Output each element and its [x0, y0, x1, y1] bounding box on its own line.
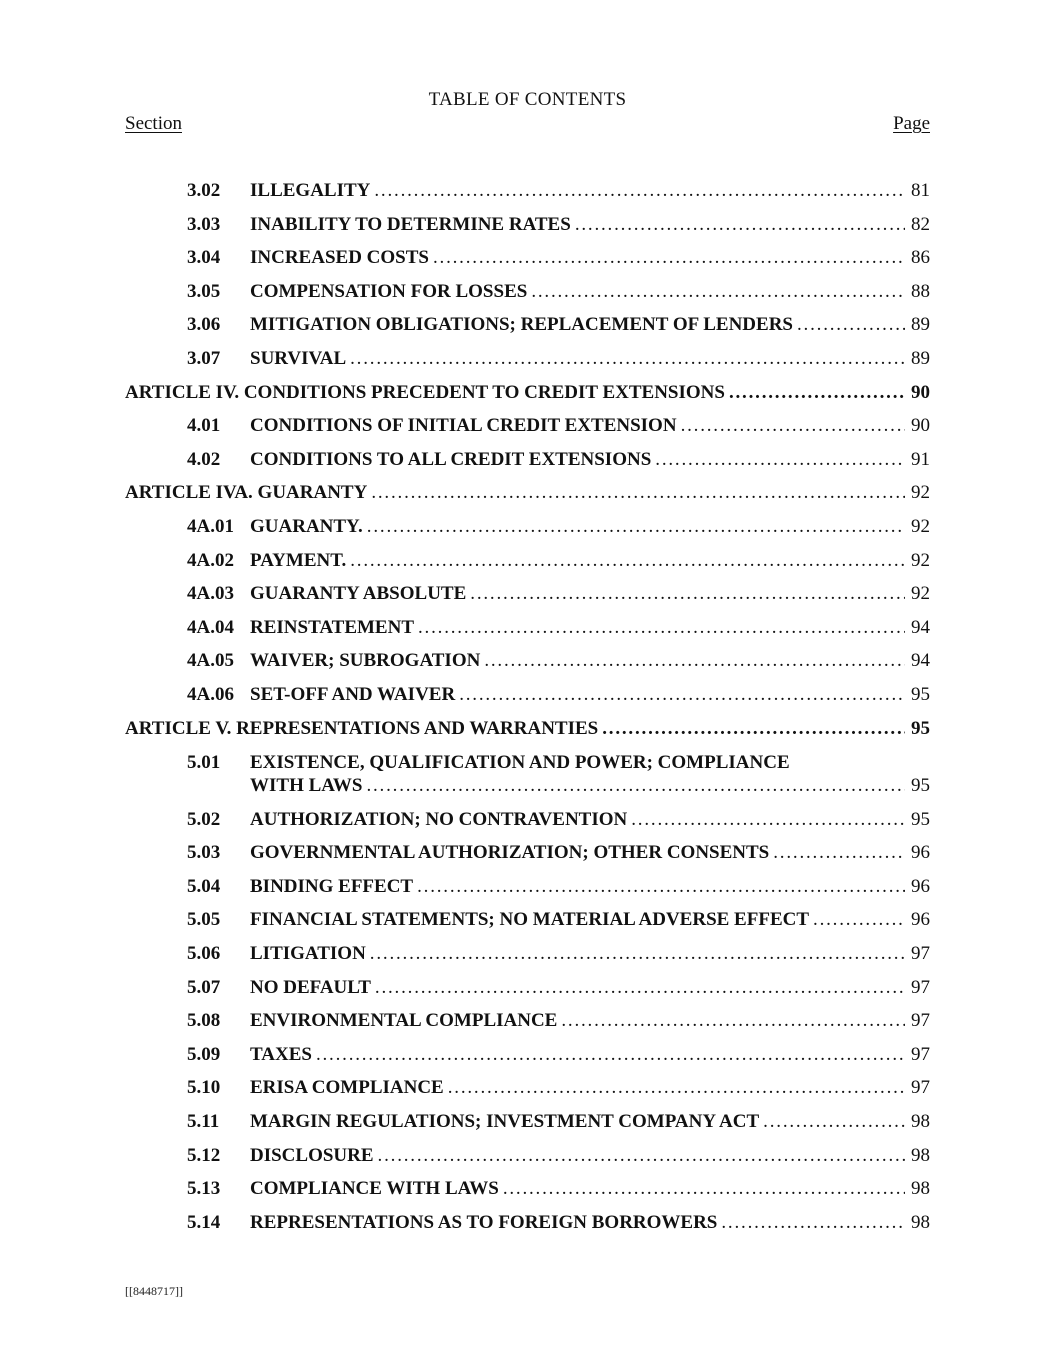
toc-entry-number: 4A.01: [187, 515, 234, 537]
toc-row: [125, 583, 930, 605]
toc-entry-number: 3.06: [187, 314, 221, 336]
dot-leader: [363, 516, 905, 538]
toc-entry-page: 92: [911, 549, 930, 571]
toc-entry-number: 5.03: [187, 842, 221, 864]
toc-entry-number: 3.05: [187, 280, 221, 302]
toc-entry-number: 5.06: [187, 943, 221, 965]
toc-entry-title: ERISA COMPLIANCE: [250, 1077, 444, 1099]
toc-row: [125, 751, 930, 797]
dot-leader: [677, 415, 905, 437]
dot-leader: [370, 180, 905, 202]
toc-entry-title: COMPENSATION FOR LOSSES: [250, 280, 528, 302]
dot-leader: [413, 876, 905, 898]
toc-entry-page: 95: [911, 717, 930, 739]
toc-row: [125, 1212, 930, 1234]
dot-leader: [466, 583, 905, 605]
toc-entry-page: 97: [911, 943, 930, 965]
toc-entry-number: 5.10: [187, 1077, 221, 1099]
toc-entry-number: 5.05: [187, 909, 221, 931]
toc-entry-page: 97: [911, 976, 930, 998]
toc-row: [125, 516, 930, 538]
toc-row: [125, 650, 930, 672]
toc-entry-page: 92: [911, 482, 930, 504]
toc-entry-title: REINSTATEMENT: [250, 616, 414, 638]
toc-entry-number: 5.11: [187, 1111, 220, 1133]
toc-entry-title: WAIVER; SUBROGATION: [250, 650, 481, 672]
toc-entry-title: MARGIN REGULATIONS; INVESTMENT COMPANY ACT: [250, 1111, 760, 1133]
toc-entry-page: 95: [911, 775, 930, 797]
toc-entry-page: 96: [911, 842, 930, 864]
dot-leader: [444, 1077, 905, 1099]
toc-entry-title: EXISTENCE, QUALIFICATION AND POWER; COMPLIANCE: [250, 752, 790, 774]
toc-entry-title: GUARANTY ABSOLUTE: [250, 583, 467, 605]
toc-row: [125, 617, 930, 639]
toc-entry-title: LITIGATION: [250, 943, 366, 965]
toc-entry-title: COMPLIANCE WITH LAWS: [250, 1178, 499, 1200]
toc-entry-number: 5.07: [187, 976, 221, 998]
dot-leader: [499, 1178, 905, 1200]
toc-row: [125, 449, 930, 471]
toc-row: [125, 214, 930, 236]
toc-row: [125, 1077, 930, 1099]
toc-row-line1: [125, 751, 930, 774]
toc-entry-title: ENVIRONMENTAL COMPLIANCE: [250, 1010, 558, 1032]
toc-row-line2: [125, 774, 930, 797]
toc-entry-page: 91: [911, 448, 930, 470]
toc-article-row: [125, 718, 930, 740]
toc-row: [125, 1178, 930, 1200]
toc-row: [125, 842, 930, 864]
dot-leader: [651, 449, 905, 471]
column-headers: [125, 112, 930, 136]
toc-row: [125, 809, 930, 831]
dot-leader: [367, 482, 905, 504]
toc-entry-title: FINANCIAL STATEMENTS; NO MATERIAL ADVERSE EFFECT: [250, 909, 810, 931]
toc-article-row: [125, 482, 930, 504]
toc-entry-number: 5.14: [187, 1211, 221, 1233]
dot-leader: [725, 382, 905, 404]
toc-entry-page: 98: [911, 1111, 930, 1133]
toc-entry-title: PAYMENT.: [250, 549, 347, 571]
toc-entry-number: 5.02: [187, 808, 221, 830]
dot-leader: [371, 977, 905, 999]
toc-entry-page: 97: [911, 1010, 930, 1032]
dot-leader: [793, 314, 905, 336]
page-column-header: Page: [893, 113, 930, 134]
toc-row: [125, 1111, 930, 1133]
toc-entry-title-continued: WITH LAWS: [250, 775, 363, 797]
dot-leader: [627, 809, 905, 831]
toc-entry-title: GOVERNMENTAL AUTHORIZATION; OTHER CONSENTS: [250, 842, 770, 864]
toc-entry-page: 98: [911, 1178, 930, 1200]
toc-row: [125, 550, 930, 572]
toc-entry-number: 5.09: [187, 1043, 221, 1065]
toc-entry-page: 90: [911, 415, 930, 437]
toc-entry-number: 5.04: [187, 875, 221, 897]
toc-entry-title: DISCLOSURE: [250, 1144, 374, 1166]
toc-entry-number: 3.03: [187, 213, 221, 235]
toc-row: [125, 247, 930, 269]
toc-entry-page: 92: [911, 515, 930, 537]
dot-leader: [346, 550, 905, 572]
toc-entry-page: 96: [911, 875, 930, 897]
toc-entry-title: ARTICLE IVA. GUARANTY: [125, 482, 368, 504]
toc-row: [125, 1010, 930, 1032]
toc-entry-title: INABILITY TO DETERMINE RATES: [250, 213, 571, 235]
toc-entry-number: 4.01: [187, 415, 221, 437]
toc-entry-number: 4A.04: [187, 616, 234, 638]
toc-row: [125, 348, 930, 370]
toc-entry-page: 94: [911, 616, 930, 638]
toc-entry-title: BINDING EFFECT: [250, 875, 414, 897]
dot-leader: [312, 1044, 905, 1066]
toc-entry-title: SURVIVAL: [250, 347, 347, 369]
toc-entry-number: 4.02: [187, 448, 221, 470]
toc-entry-number: 3.07: [187, 347, 221, 369]
toc-entry-title: ARTICLE V. REPRESENTATIONS AND WARRANTIES: [125, 717, 599, 739]
toc-entry-page: 86: [911, 247, 930, 269]
page-title: TABLE OF CONTENTS: [428, 89, 627, 110]
toc-entry-number: 4A.03: [187, 583, 234, 605]
toc-row: [125, 1044, 930, 1066]
dot-leader: [346, 348, 905, 370]
toc-entry-page: 89: [911, 314, 930, 336]
dot-leader: [571, 214, 905, 236]
toc-entry-title: MITIGATION OBLIGATIONS; REPLACEMENT OF LENDERS: [250, 314, 793, 336]
dot-leader: [717, 1212, 905, 1234]
toc-entry-title: ILLEGALITY: [250, 180, 371, 201]
toc-entry-number: 3.04: [187, 247, 221, 269]
toc-row: [125, 909, 930, 931]
toc-row: [125, 684, 930, 706]
toc-entry-title: CONDITIONS TO ALL CREDIT EXTENSIONS: [250, 448, 652, 470]
toc-entry-number: 4A.06: [187, 683, 234, 705]
toc-entry-title: CONDITIONS OF INITIAL CREDIT EXTENSION: [250, 415, 677, 437]
toc-entry-number: 5.13: [187, 1178, 221, 1200]
toc-list: [125, 180, 930, 1234]
dot-leader: [429, 247, 905, 269]
toc-entry-number: 4A.02: [187, 549, 234, 571]
dot-leader: [557, 1010, 905, 1032]
toc-entry-page: 98: [911, 1144, 930, 1166]
section-column-header: Section: [125, 113, 182, 134]
toc-entry-title: NO DEFAULT: [250, 976, 371, 998]
toc-entry-title: SET-OFF AND WAIVER: [250, 683, 456, 705]
dot-leader: [362, 774, 905, 797]
toc-row: [125, 977, 930, 999]
dot-leader: [769, 842, 905, 864]
toc-entry-page: 94: [911, 650, 930, 672]
toc-entry-number: 5.08: [187, 1010, 221, 1032]
toc-entry-title: TAXES: [250, 1043, 312, 1065]
toc-row: [125, 1145, 930, 1167]
toc-entry-page: 90: [911, 381, 930, 403]
toc-entry-number: 3.02: [187, 180, 221, 201]
dot-leader: [366, 943, 905, 965]
toc-entry-title: INCREASED COSTS: [250, 247, 429, 269]
toc-entry-page: 95: [911, 808, 930, 830]
toc-entry-title: ARTICLE IV. CONDITIONS PRECEDENT TO CREDIT EXTENSIONS: [125, 381, 725, 403]
toc-entry-number: 5.12: [187, 1144, 221, 1166]
dot-leader: [809, 909, 905, 931]
toc-entry-page: 97: [911, 1043, 930, 1065]
toc-entry-title: AUTHORIZATION; NO CONTRAVENTION: [250, 808, 628, 830]
toc-entry-page: 97: [911, 1077, 930, 1099]
toc-row: [125, 415, 930, 437]
dot-leader: [374, 1145, 905, 1167]
toc-article-row: [125, 382, 930, 404]
document-id-footer: [[8448717]]: [125, 1284, 183, 1298]
dot-leader: [598, 718, 905, 740]
toc-entry-page: 81: [911, 180, 930, 201]
toc-entry-page: 82: [911, 213, 930, 235]
toc-row: [125, 180, 930, 202]
toc-entry-page: 95: [911, 683, 930, 705]
dot-leader: [414, 617, 905, 639]
dot-leader: [527, 281, 905, 303]
dot-leader: [759, 1111, 905, 1133]
toc-row: [125, 876, 930, 898]
dot-leader: [455, 684, 905, 706]
toc-entry-page: 96: [911, 909, 930, 931]
toc-entry-page: 88: [911, 280, 930, 302]
toc-entry-title: REPRESENTATIONS AS TO FOREIGN BORROWERS: [250, 1211, 718, 1233]
toc-entry-number: 5.01: [187, 752, 221, 774]
toc-row: [125, 943, 930, 965]
toc-entry-page: 98: [911, 1211, 930, 1233]
toc-entry-number: 4A.05: [187, 650, 234, 672]
toc-row: [125, 314, 930, 336]
dot-leader: [480, 650, 905, 672]
toc-entry-title: GUARANTY.: [250, 515, 363, 537]
toc-row: [125, 281, 930, 303]
toc-entry-page: 92: [911, 583, 930, 605]
toc-entry-page: 89: [911, 347, 930, 369]
